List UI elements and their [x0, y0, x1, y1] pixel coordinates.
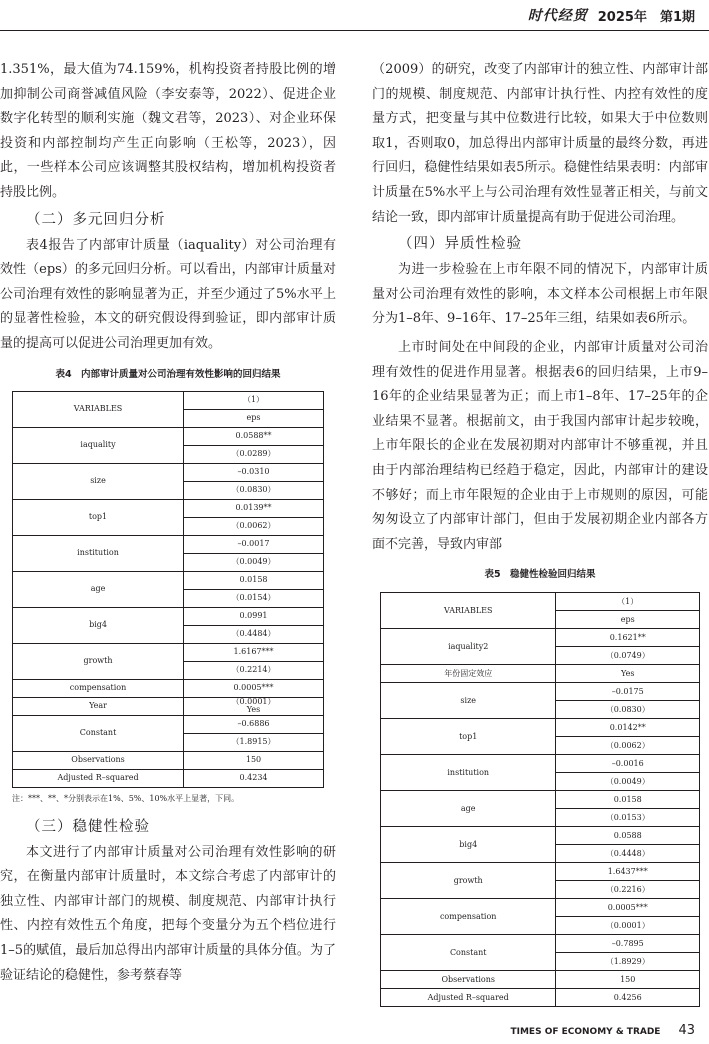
table4-wrap	[0, 391, 336, 805]
table-var-cell: iaquality2	[381, 629, 556, 665]
table-value-cell: 0.4256	[556, 989, 700, 1007]
table-se-cell: （0.0749）	[556, 647, 700, 665]
table-var-cell: compensation	[13, 679, 184, 697]
table-var-cell: iaquality	[13, 427, 184, 463]
table-se-cell: （0.4484）	[184, 625, 324, 643]
table-se-cell: （0.0001）	[556, 917, 700, 935]
table-value-cell: Yes	[556, 665, 700, 683]
table-value-cell: 150	[556, 971, 700, 989]
table4-caption: 表4 内部审计质量对公司治理有效性影响的回归结果	[55, 368, 281, 380]
table-header-col: （1）	[184, 391, 324, 409]
table-header-col: （1）	[556, 593, 700, 611]
table-coef-cell: –0.0016	[556, 755, 700, 773]
table-se-cell: （0.0830）	[556, 701, 700, 719]
right-column	[372, 58, 708, 1007]
table-coef-cell: 0.0005***	[184, 679, 324, 697]
table-var-cell: Observations	[13, 751, 184, 769]
table-coef-cell: –0.0017	[184, 535, 324, 553]
table-value-cell: 0.4234	[184, 769, 324, 787]
header-rule	[0, 30, 709, 31]
table-var-cell: top1	[381, 719, 556, 755]
table-se-cell: （0.0049）	[556, 773, 700, 791]
table-coef-cell: 1.6437***	[556, 863, 700, 881]
left-column	[0, 58, 336, 988]
magazine-title: 时代经贸	[527, 8, 588, 24]
page-number: 43	[678, 1023, 695, 1038]
table-coef-cell: 0.0588	[556, 827, 700, 845]
table5	[380, 592, 700, 1007]
table-coef-cell: 0.0991	[184, 607, 324, 625]
table-se-cell: （0.0062）	[556, 737, 700, 755]
table-coef-cell: 0.0005***	[556, 899, 700, 917]
table-var-cell: Adjusted R–squared	[381, 989, 556, 1007]
table-se-cell: （0.0153）	[556, 809, 700, 827]
table-header-dep: eps	[184, 409, 324, 427]
table4	[12, 391, 324, 788]
table-var-cell: growth	[13, 643, 184, 679]
table-var-cell: Year	[13, 697, 184, 715]
table-header-variables: VARIABLES	[381, 593, 556, 629]
table-coef-cell: –0.0175	[556, 683, 700, 701]
table-header-variables: VARIABLES	[13, 391, 184, 427]
table-coef-cell: 0.0142**	[556, 719, 700, 737]
table-var-cell: 年份固定效应	[381, 665, 556, 683]
paragraph: 本文进行了内部审计质量对公司治理有效性影响的研究，在衡量内部审计质量时，本文综合考虑了内部审计的独立性、内部审计部门的规模、制度规范、内部审计执行性、内控有效性五个角度，把每个变量分为五个档位进行1–5的赋值，最后加总得出内部审计质量的具体分值。为了验证结论的稳健性，参考蔡春等	[0, 844, 336, 983]
table-coef-cell: –0.7895	[556, 935, 700, 953]
table-var-cell: age	[13, 571, 184, 607]
table-header-dep: eps	[556, 611, 700, 629]
paragraph: 上市时间处在中间段的企业，内部审计质量对公司治理有效性的促进作用显著。根据表6的回归结果，上市9–16年的企业结果显著为正；而上市1–8年、17–25年的企业结果不显著。根据前文，由于我国内部审计起步较晚，上市年限长的企业在发展初期对内部审计不够重视，并且由于内部治理结构已经趋于稳定，因此，内部审计的建设不够好；而上市年限短的企业由于上市规则的原因，可能匆匆设立了内部审计部门，但由于发展初期企业内部各方面不完善，导致内审部	[372, 339, 708, 552]
table4-body	[13, 427, 324, 679]
table-coef-cell: 0.1621**	[556, 629, 700, 647]
table-se-cell: （0.0049）	[184, 553, 324, 571]
journal-english-name: TIMES OF ECONOMY & TRADE	[510, 1027, 661, 1037]
page-header	[528, 6, 695, 24]
table-se-cell: （0.2216）	[556, 881, 700, 899]
table-var-cell: big4	[381, 827, 556, 863]
table-var-cell: compensation	[381, 899, 556, 935]
issue-label: 2025年 第1期	[597, 9, 695, 25]
paragraph: 表4报告了内部审计质量（iaquality）对公司治理有效性（eps）的多元回归分析。可以看出，内部审计质量对公司治理有效性的影响显著为正，并至少通过了5%水平上的显著性检验，本文的研究假设得到验证，即内部审计质量的提高可以促进公司治理更加有效。	[0, 237, 336, 351]
table-var-cell: growth	[381, 863, 556, 899]
table-se-cell: （0.0154）	[184, 589, 324, 607]
page-footer	[510, 1023, 695, 1038]
table-year-value: Yes	[246, 705, 261, 715]
table-se-cell: （0.0062）	[184, 517, 324, 535]
table-coef-cell: 0.0588**	[184, 427, 324, 445]
table-var-cell: big4	[13, 607, 184, 643]
table4-note: 注：***、**、*分别表示在1%、5%、10%水平上显著，下同。	[12, 793, 240, 803]
table-var-cell: top1	[13, 499, 184, 535]
table5-body	[381, 683, 700, 971]
table-se-cell: （1.8915）	[184, 733, 324, 751]
paragraph: 为进一步检验在上市年限不同的情况下，内部审计质量对公司治理有效性的影响，本文样本公司根据上市年限分为1–8年、9–16年、17–25年三组，结果如表6所示。	[372, 262, 708, 327]
section-heading: （四）异质性检验	[398, 236, 522, 253]
table-var-cell: Adjusted R–squared	[13, 769, 184, 787]
table-var-cell: size	[381, 683, 556, 719]
table-coef-cell: 0.0158	[556, 791, 700, 809]
table-var-cell: age	[381, 791, 556, 827]
table-year-cell	[184, 697, 324, 715]
table5-caption: 表5 稳健性检验回归结果	[484, 569, 596, 581]
table-var-cell: size	[13, 463, 184, 499]
table-var-cell: institution	[381, 755, 556, 791]
table-se-cell: （0.4448）	[556, 845, 700, 863]
table-se: （0.0001）	[231, 697, 276, 707]
table-var-cell: Constant	[13, 715, 184, 751]
table-coef-cell: 0.0158	[184, 571, 324, 589]
paragraph: （2009）的研究，改变了内部审计的独立性、内部审计部门的规模、制度规范、内部审计执行性、内控有效性的度量方式，把变量与其中位数进行比较，如果大于中位数则取1，否则取0，加总得出内部审计质量的最终分数，再进行回归，稳健性结果如表5所示。稳健性结果表明：内部审计质量在5%水平上与公司治理有效性显著正相关，与前文结论一致，即内部审计质量提高有助于促进公司治理。	[372, 62, 708, 225]
table-coef-cell: 1.6167***	[184, 643, 324, 661]
table-var-cell: Constant	[381, 935, 556, 971]
table-se-cell: （1.8929）	[556, 953, 700, 971]
table-se-cell: （0.0830）	[184, 481, 324, 499]
table-value-cell: 150	[184, 751, 324, 769]
table-var-cell: institution	[13, 535, 184, 571]
table-se-cell: （0.0289）	[184, 445, 324, 463]
table-coef-cell: –0.0310	[184, 463, 324, 481]
table-se-cell: （0.2214）	[184, 661, 324, 679]
table-coef-cell: –0.6886	[184, 715, 324, 733]
table-var-cell: Observations	[381, 971, 556, 989]
section-heading: （二）多元回归分析	[26, 211, 166, 228]
table5-wrap	[372, 592, 708, 1007]
table-coef-cell: 0.0139**	[184, 499, 324, 517]
section-heading: （三）稳健性检验	[26, 818, 150, 835]
paragraph: 1.351%，最大值为74.159%，机构投资者持股比例的增加抑制公司商誉减值风险（李安泰等，2022）、促进企业数字化转型的顺利实施（魏文君等，2023）、对企业环保投资和内部控制均产生正向影响（王松等，2023），因此，一些样本公司应该调整其股权结构，增加机构投资者持股比例。	[0, 62, 336, 200]
